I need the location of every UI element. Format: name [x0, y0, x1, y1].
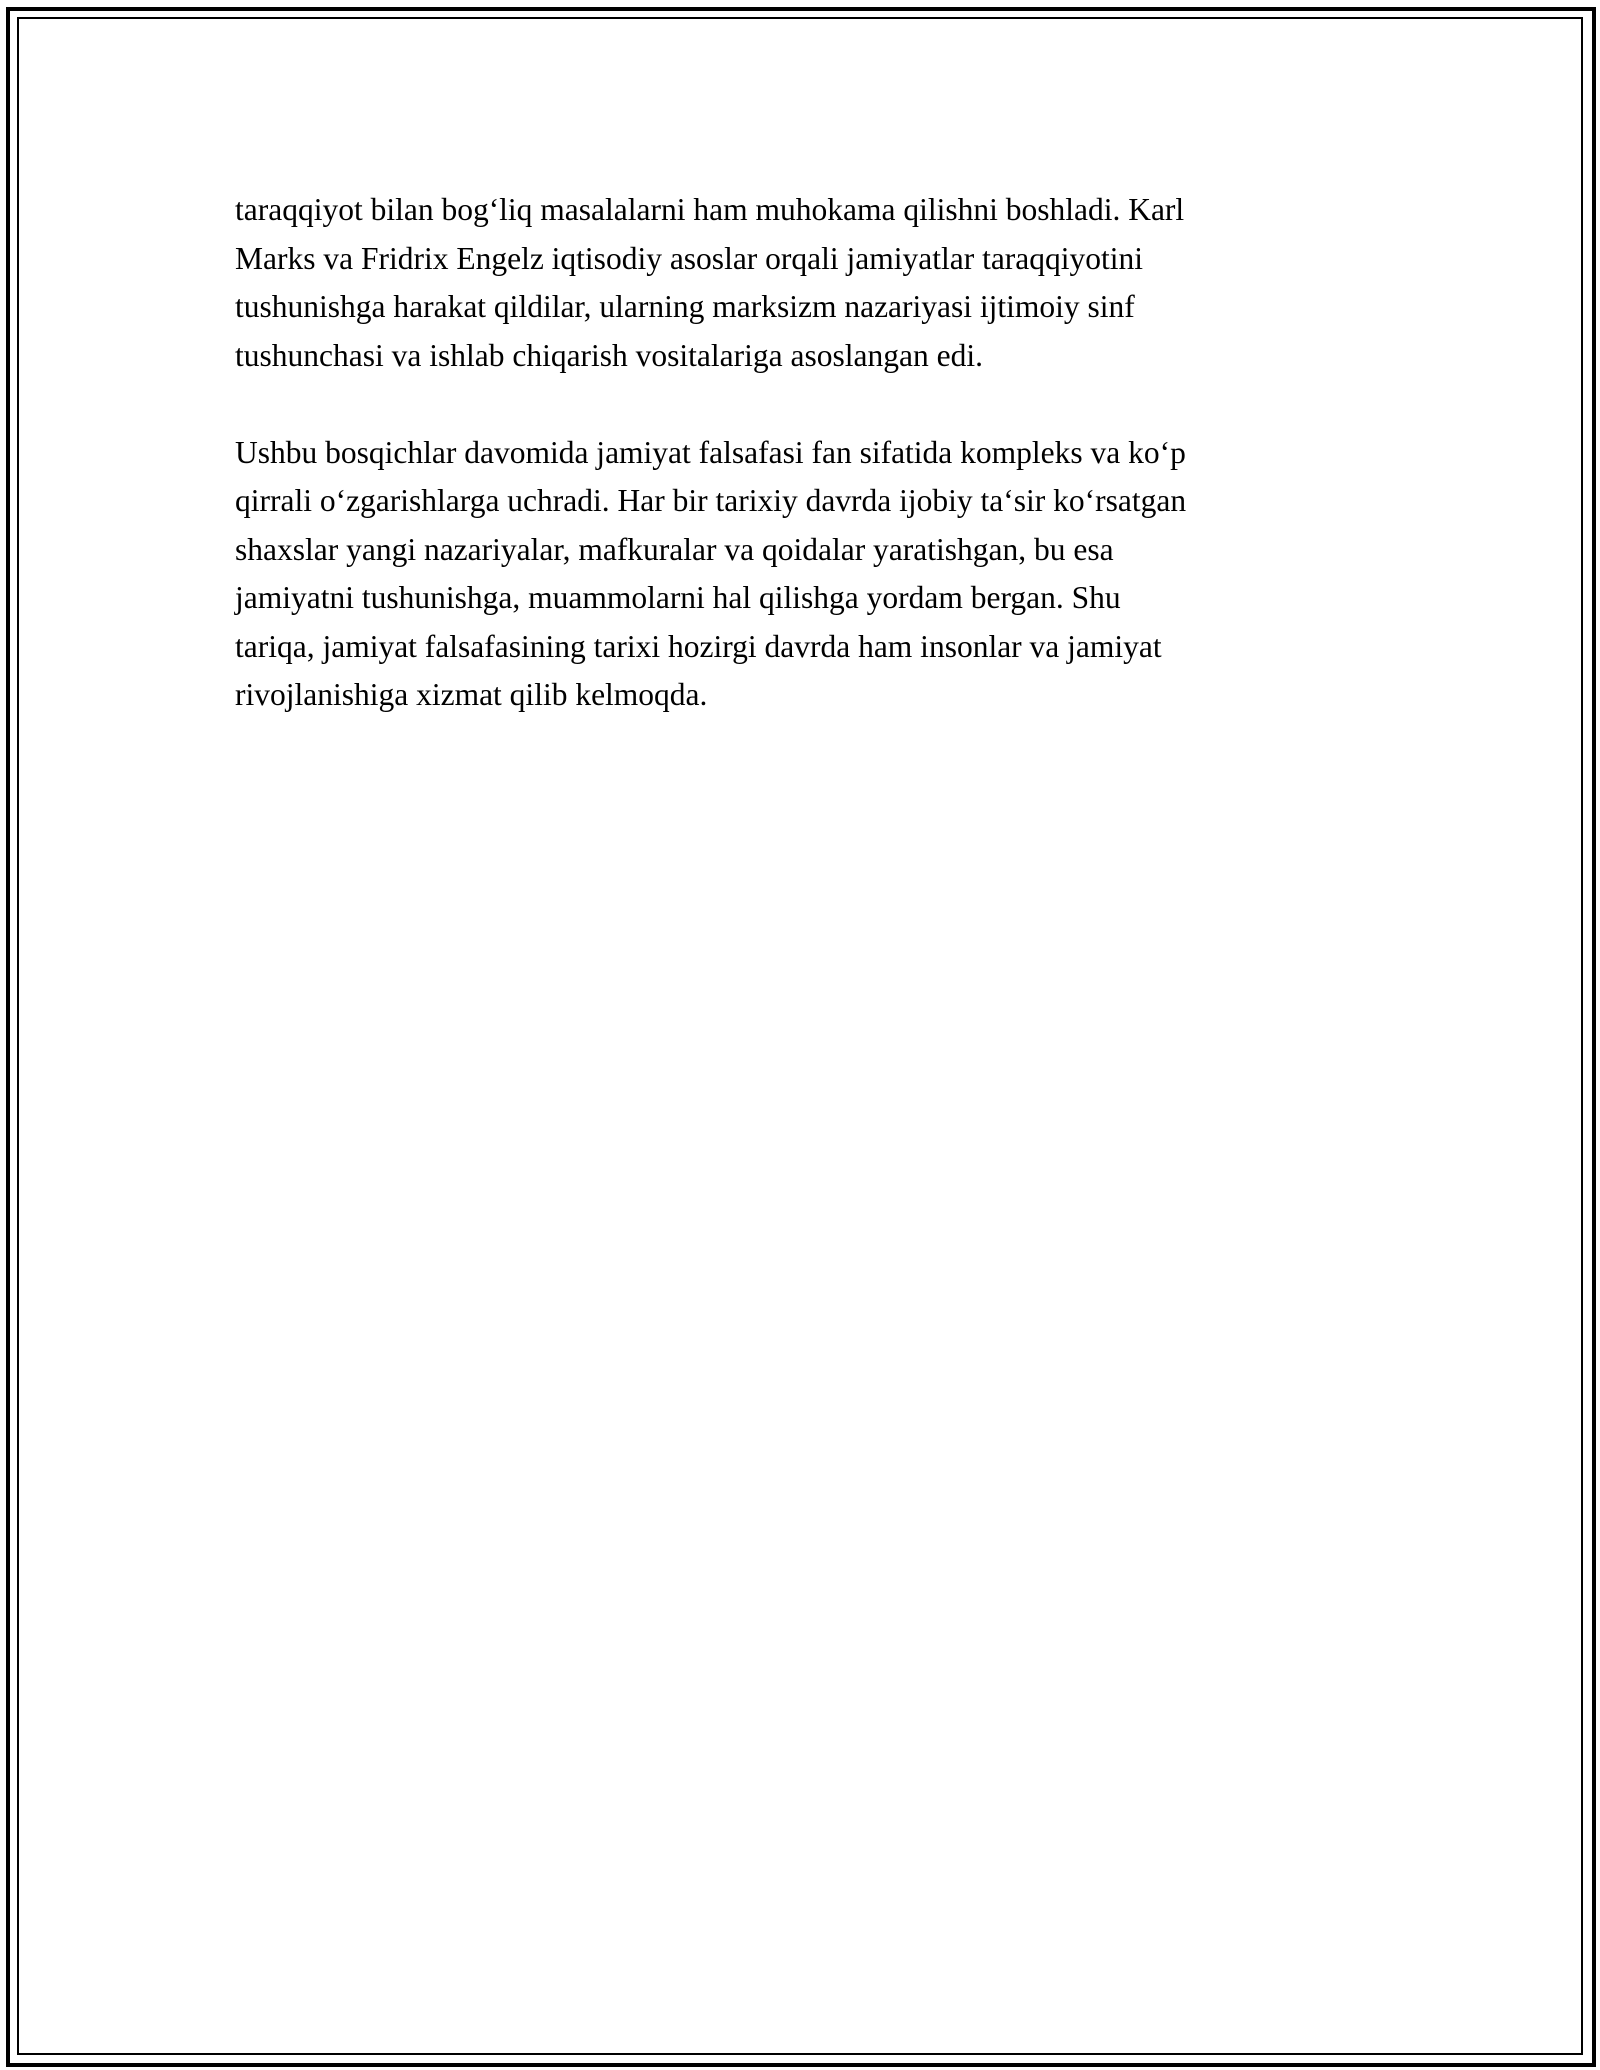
page-content	[235, 186, 1355, 720]
paragraph-2: Ushbu bosqichlar davomida jamiyat falsafasi fan sifatida kompleks va ko‘p qirrali o‘zgarishlarga uchradi. Har bir tarixiy davrda ijobiy ta‘sir ko‘rsatgan shaxslar yangi nazariyalar, mafkuralar va qoidalar yaratishgan, bu esa jamiyatni tushunishga, muammolarni hal qilishga yordam bergan. Shu tariqa, jamiyat falsafasining tarixi hozirgi davrda ham insonlar va jamiyat rivojlanishiga xizmat qilib kelmoqda.	[235, 434, 1187, 712]
paragraph-1: taraqqiyot bilan bog‘liq masalalarni ham muhokama qilishni boshladi. Karl Marks va Fridrix Engelz iqtisodiy asoslar orqali jamiyatlar taraqqiyotini tushunishga harakat qildilar, ularning marksizm nazariyasi ijtimoiy sinf tushunchasi va ishlab chiqarish vositalariga asoslangan edi.	[235, 192, 1185, 373]
